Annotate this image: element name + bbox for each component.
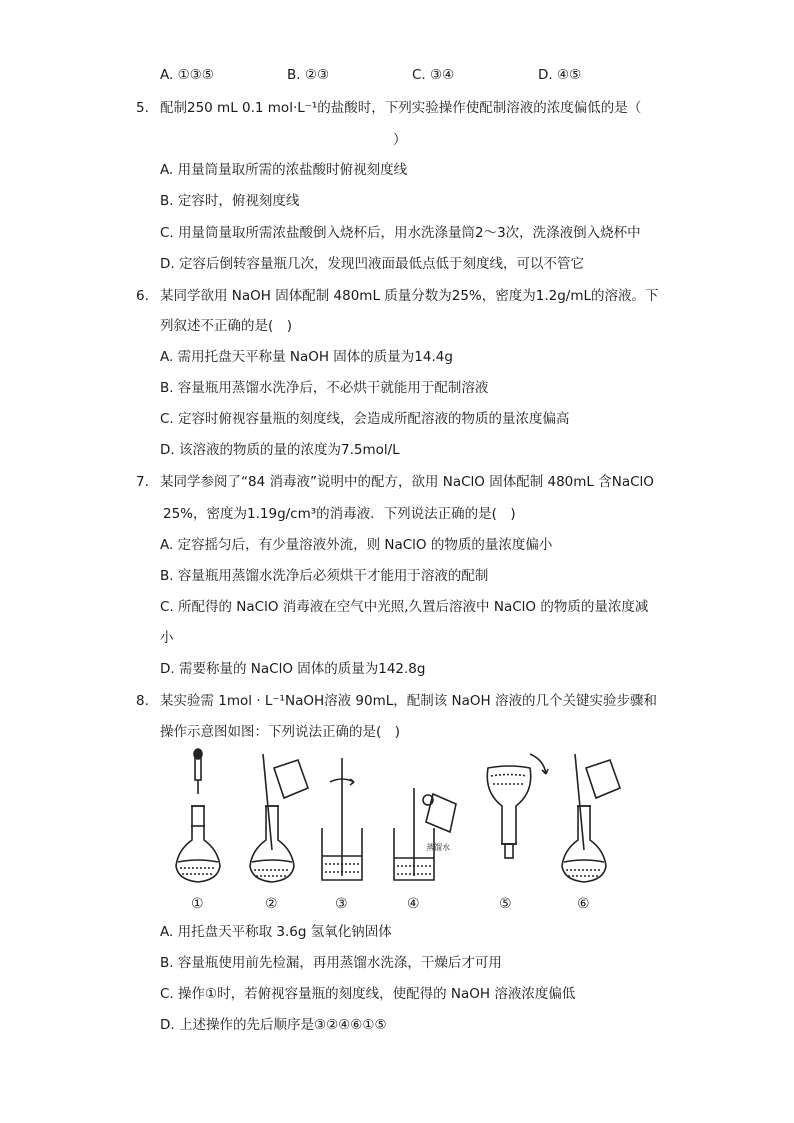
q4-option-a: A. ①③⑤ xyxy=(160,67,214,83)
question-stem: 某同学参阅了“84 消毒液”说明中的配方，欲用 NaClO 固体配制 480mL 含NaClO xyxy=(160,474,654,490)
question-number: 6. xyxy=(136,288,149,304)
option-d: D. 上述操作的先后顺序是③②④⑥①⑤ xyxy=(160,1017,387,1033)
question-stem: 某实验需 1mol · L⁻¹NaOH溶液 90mL，配制该 NaOH 溶液的几个关键实验步骤和 xyxy=(160,693,657,709)
figure-label-6: ⑥ xyxy=(577,896,590,912)
option-a: A. 用量筒量取所需的浓盐酸时俯视刻度线 xyxy=(160,162,408,178)
question-stem: 25%，密度为1.19g/cm³的消毒液．下列说法正确的是( ) xyxy=(163,506,516,522)
figure-label-5: ⑤ xyxy=(499,896,512,912)
question-stem: 某同学欲用 NaOH 固体配制 480mL 质量分数为25%，密度为1.2g/mL的溶液。下 xyxy=(160,288,659,304)
question-number: 8. xyxy=(136,693,149,709)
step-6-pour-flask-drawing xyxy=(562,754,620,882)
question-stem: 配制250 mL 0.1 mol·L⁻¹的盐酸时，下列实验操作使配制溶液的浓度偏低的是（ xyxy=(160,100,642,116)
step-3-stir-beaker-drawing xyxy=(322,758,362,880)
question-stem: 操作示意图如图：下列说法正确的是( ) xyxy=(160,724,401,740)
figure-label-1: ① xyxy=(191,896,204,912)
question-stem: 列叙述不正确的是( ) xyxy=(160,318,293,334)
step-4-wash-bottle-drawing xyxy=(394,788,456,880)
option-b: B. 容量瓶用蒸馏水洗净后，不必烘干就能用于配制溶液 xyxy=(160,380,489,396)
option-c-continued: 小 xyxy=(160,630,174,646)
option-b: B. 容量瓶用蒸馏水洗净后必须烘干才能用于溶液的配制 xyxy=(160,568,489,584)
option-c: C. 操作①时，若俯视容量瓶的刻度线，使配得的 NaOH 溶液浓度偏低 xyxy=(160,986,576,1002)
figure-label-3: ③ xyxy=(335,896,348,912)
question-number: 5. xyxy=(136,100,149,116)
option-a: A. 需用托盘天平称量 NaOH 固体的质量为14.4g xyxy=(160,349,453,365)
option-b: B. 定容时，俯视刻度线 xyxy=(160,193,300,209)
option-b: B. 容量瓶使用前先检漏，再用蒸馏水洗涤，干燥后才可用 xyxy=(160,955,502,971)
step-5-invert-flask-drawing xyxy=(487,754,548,858)
option-d: D. 需要称量的 NaClO 固体的质量为142.8g xyxy=(160,661,426,677)
figure-label-2: ② xyxy=(265,896,278,912)
experiment-steps-figure xyxy=(160,748,680,918)
option-a: A. 定容摇匀后，有少量溶液外流，则 NaClO 的物质的量浓度偏小 xyxy=(160,537,553,553)
q4-option-c: C. ③④ xyxy=(412,67,455,83)
step-1-dropper-flask-drawing xyxy=(176,749,220,882)
option-c: C. 用量筒量取所需浓盐酸倒入烧杯后，用水洗涤量筒2～3次，洗涤液倒入烧杯中 xyxy=(160,225,641,241)
question-number: 7. xyxy=(136,474,149,490)
wash-bottle-label: 蒸馏水 xyxy=(426,843,450,852)
option-d: D. 定容后倒转容量瓶几次，发现凹液面最低点低于刻度线，可以不管它 xyxy=(160,256,584,272)
q4-option-d: D. ④⑤ xyxy=(538,67,582,83)
question-stem: ） xyxy=(393,132,407,148)
option-a: A. 用托盘天平称取 3.6g 氢氧化钠固体 xyxy=(160,924,392,940)
q4-option-b: B. ②③ xyxy=(287,67,330,83)
option-c: C. 所配得的 NaClO 消毒液在空气中光照,久置后溶液中 NaClO 的物质的量浓度减 xyxy=(160,599,649,615)
option-c: C. 定容时俯视容量瓶的刻度线，会造成所配溶液的物质的量浓度偏高 xyxy=(160,411,570,427)
option-d: D. 该溶液的物质的量的浓度为7.5mol/L xyxy=(160,442,400,458)
step-2-pour-flask-drawing xyxy=(250,754,308,882)
figure-label-4: ④ xyxy=(407,896,420,912)
